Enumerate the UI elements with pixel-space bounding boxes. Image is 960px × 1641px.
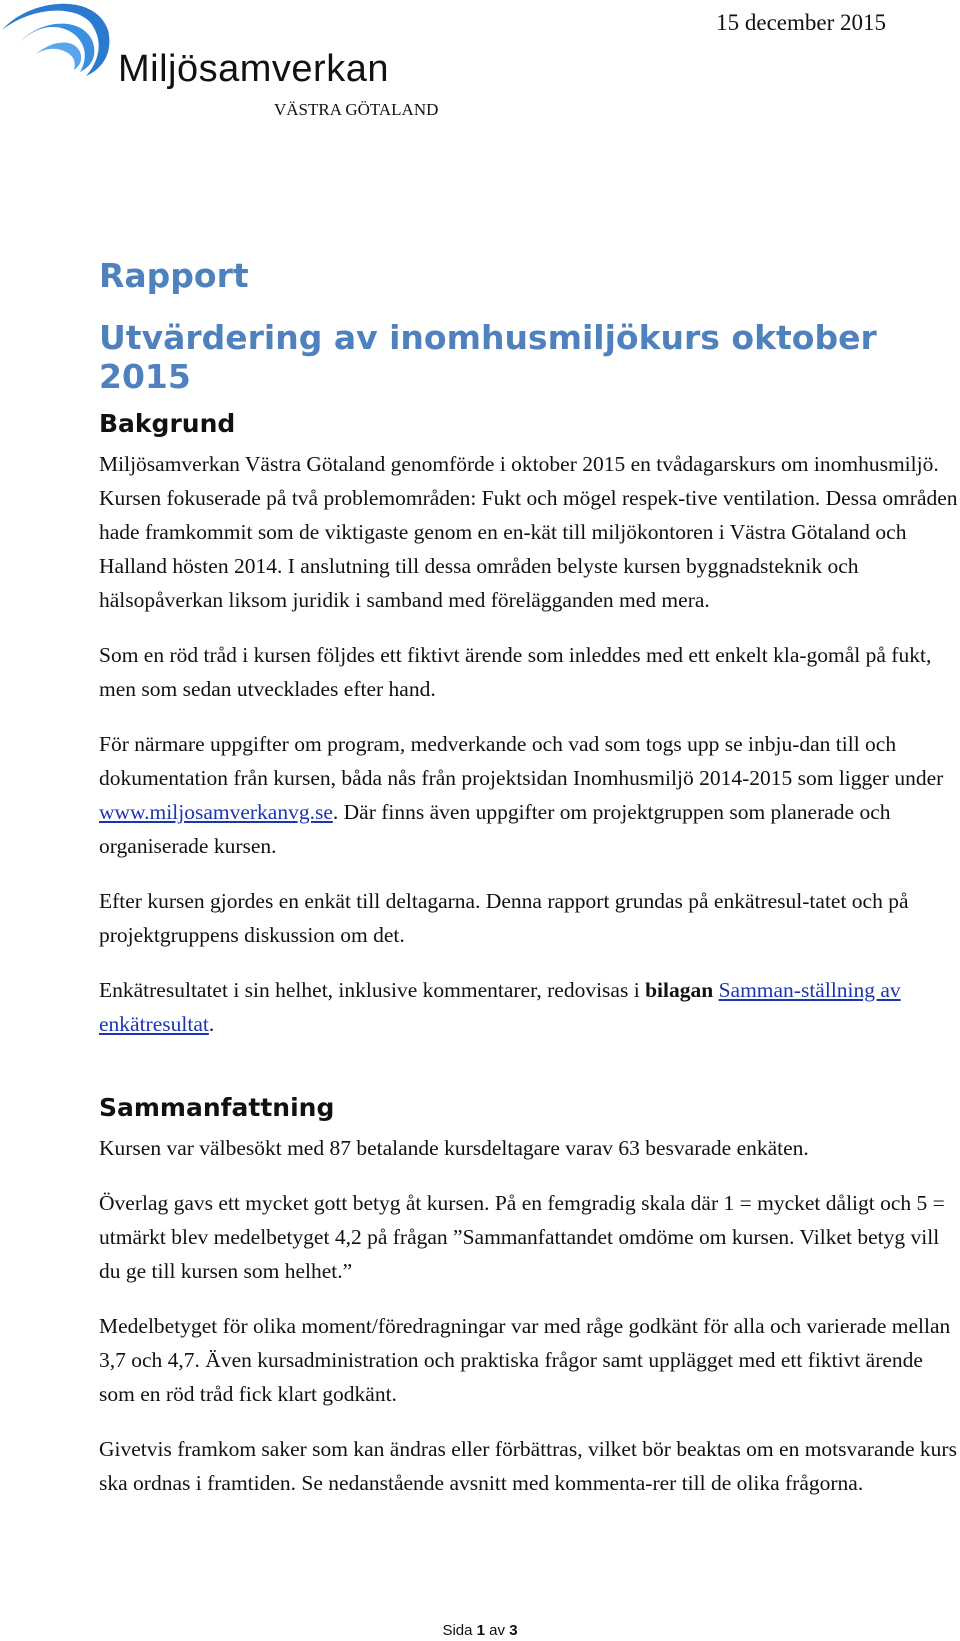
- paragraph-sammanfattning-4: Givetvis framkom saker som kan ändras eller förbättras, vilket bör beaktas om en motsvarande kurs ska ordnas i framtiden. Se nedanstående avsnitt med kommenta-rer till de olika frågorna.: [99, 1437, 957, 1495]
- paragraph-bakgrund-5: [99, 973, 960, 1041]
- page-middle: av: [485, 1622, 510, 1639]
- paragraph-sammanfattning-3: Medelbetyget för olika moment/föredragningar var med råge godkänt för alla och varierade mellan 3,7 och 4,7. Även kursadministration och praktiska frågor samt upplägget med ett fiktivt ärende som en röd tråd fick klart godkänt.: [99, 1314, 951, 1406]
- paragraph-bakgrund-4: Efter kursen gjordes en enkät till deltagarna. Denna rapport grundas på enkätresul-tatet och på projektgruppens diskussion om det.: [99, 889, 909, 947]
- heading-sammanfattning: Sammanfattning: [99, 1093, 335, 1122]
- logo-waves-icon: [0, 0, 130, 90]
- current-page: 1: [476, 1622, 485, 1639]
- text-segment: Enkätresultatet i sin helhet, inklusive kommentarer, redovisas i: [99, 978, 646, 1002]
- heading-bakgrund: Bakgrund: [99, 409, 236, 438]
- report-title: Utvärdering av inomhusmiljökurs oktober 2015: [99, 318, 877, 396]
- document-date: 15 december 2015: [716, 10, 886, 35]
- text-segment: . Där finns även uppgifter om projektgruppen som planerade och organiserade kursen.: [99, 800, 891, 858]
- paragraph-sammanfattning-1: Kursen var välbesökt med 87 betalande kursdeltagare varav 63 besvarade enkäten.: [99, 1136, 809, 1160]
- paragraph-bakgrund-2: Som en röd tråd i kursen följdes ett fiktivt ärende som inleddes med ett enkelt kla-gomål på fukt, men som sedan utvecklades efter hand.: [99, 643, 932, 701]
- page-number: [0, 1622, 960, 1639]
- total-pages: 3: [509, 1622, 518, 1639]
- paragraph-bakgrund-3: [99, 727, 960, 863]
- text-segment: .: [208, 1012, 215, 1036]
- section-spacer: [99, 1062, 960, 1091]
- page-prefix: Sida: [442, 1622, 477, 1639]
- paragraph-sammanfattning-2: Överlag gavs ett mycket gott betyg åt kursen. På en femgradig skala där 1 = mycket dåligt och 5 = utmärkt blev medelbetyget 4,2 på frågan ”Sammanfattandet omdöme om kursen. Vilket betyg vill du ge till kursen som helhet.”: [99, 1191, 945, 1283]
- website-link[interactable]: www.miljosamverkanvg.se: [99, 800, 333, 824]
- appendix-link[interactable]: Samman-ställning av enkätresultat: [99, 978, 901, 1036]
- logo: [0, 0, 460, 130]
- text-segment: För närmare uppgifter om program, medverkande och vad som togs upp se inbju-dan till och dokumentation från kursen, båda nås från projektsidan Inomhusmiljö 2014-2015 som ligger under: [99, 732, 944, 790]
- document-body: [99, 407, 960, 1521]
- logo-name: Miljösamverkan: [118, 48, 389, 90]
- bold-term: bilagan: [645, 978, 714, 1002]
- paragraph-bakgrund-1: Miljösamverkan Västra Götaland genomförde i oktober 2015 en tvådagarskurs om inomhusmiljö. Kursen fokuserade på två problemområden: Fukt och mögel respek-tive ventilation. Dessa områden hade framkommit som de viktigaste genom en en-kät till miljökontoren i Västra Götaland och Halland hösten 2014. I anslutning till dessa områden belyste kursen byggnadsteknik och hälsopåverkan liksom juridik i samband med förelägganden med mera.: [99, 452, 958, 612]
- report-label: Rapport: [99, 256, 249, 295]
- logo-subtitle: VÄSTRA GÖTALAND: [274, 100, 439, 119]
